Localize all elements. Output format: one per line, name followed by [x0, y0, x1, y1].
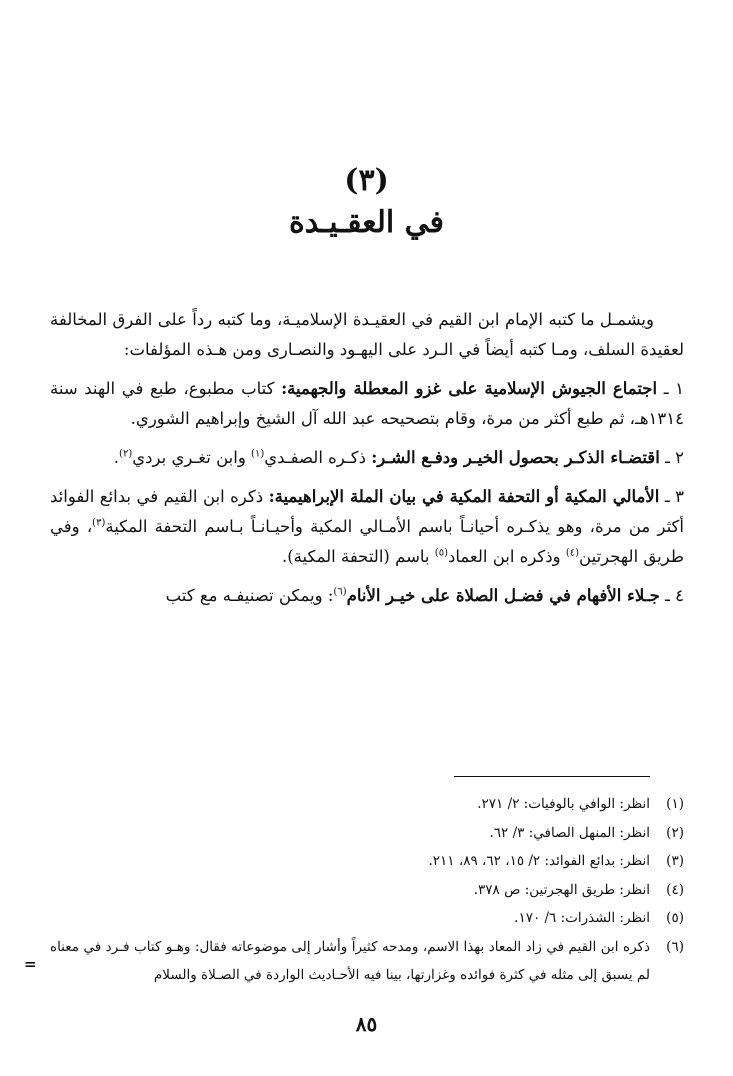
footnote-1 [50, 790, 684, 819]
item-number: ٢ ـ [665, 448, 684, 467]
footnote-text: انظر: المنهل الصافي: ٣/ ٦٢. [489, 824, 650, 841]
footnote-ref[interactable]: (٤) [565, 547, 580, 559]
footnote-divider [454, 776, 650, 777]
footnote-text: انظر: الشذرات: ٦/ ١٧٠. [514, 910, 650, 926]
footnote-ref[interactable]: (٣) [92, 517, 106, 529]
item-text: ذكره ابن القيم في بدائع الفوائد أكثر من مرة، وهو يذكـره أحيانـاً باسم الأمـالي المكية وأحيـانـاً بـاسم التحفة المكية [50, 487, 684, 536]
continuation-mark: = [24, 955, 37, 973]
footnote-number: (٣) [666, 853, 684, 869]
book-title: اجتماع الجيوش الإسلامية على غزو المعطلة والجهمية: [281, 379, 658, 398]
page-number: ٨٥ [355, 1012, 378, 1036]
book-title: جـلاء الأفهام في فضـل الصلاة على خيـر الأنام [346, 586, 660, 605]
list-item-2 [50, 443, 684, 473]
item-number: ٤ ـ [665, 586, 684, 605]
intro-paragraph: ويشمـل ما كتبه الإمام ابن القيم في العقيـدة الإسلاميـة، وما كتبه رداً على الفرق المخالفة لعقيدة السلف، ومـا كتبه أيضاً في الـرد على اليهـود والنصـارى ومن هـذه المؤلفات: [50, 310, 684, 359]
item-text: وابن تغـري بردي [132, 448, 252, 467]
book-title: الأمالي المكية أو التحفة المكية في بيان الملة الإبراهيمية: [268, 487, 660, 506]
item-number: ٣ ـ [664, 487, 684, 506]
footnote-text: انظر: بدائع الفوائد: ٢/ ١٥، ٦٢، ٨٩، ٢١١. [428, 853, 650, 869]
list-item-4 [50, 581, 684, 611]
main-text [50, 305, 684, 620]
footnote-number: (٦) [666, 938, 684, 955]
list-item-1 [50, 374, 684, 434]
footnote-number: (٢) [666, 824, 684, 841]
footnotes [50, 790, 684, 990]
footnote-text: انظر: طريق الهجرتين: ص ٣٧٨. [473, 881, 650, 898]
item-text: ، وفي طريق الهجرتين [50, 517, 684, 566]
list-item-3 [50, 482, 684, 572]
item-text: وذكره ابن العماد [447, 547, 566, 566]
footnote-ref[interactable]: (١) [251, 448, 265, 460]
footnote-3 [50, 847, 684, 876]
footnote-number: (٥) [666, 910, 684, 926]
footnote-6 [50, 933, 684, 990]
item-text: باسم (التحفة المكية). [281, 547, 435, 566]
book-title: اقتضـاء الذكـر بحصول الخيـر ودفـع الشـر: [371, 448, 660, 467]
item-number: ١ ـ [663, 379, 684, 398]
footnote-ref[interactable]: (٥) [434, 547, 448, 559]
footnote-text: انظر: الوافي بالوفيات: ٢/ ٢٧١. [477, 796, 650, 812]
footnote-number: (١) [666, 796, 684, 812]
footnote-number: (٤) [666, 881, 684, 898]
item-text: ذكـره الصفـدي [264, 448, 372, 467]
footnote-5 [50, 904, 684, 933]
footnote-2 [50, 819, 684, 848]
chapter-number: (٣) [344, 163, 389, 198]
chapter-title: في العقـيـدة [288, 205, 444, 240]
footnote-text: ذكره ابن القيم في زاد المعاد بهذا الاسم، ومدحه كثيراً وأشار إلى موضوعاته فقال: وهـو كتاب فـرد في معناه لم يسبق إلى مثله في كثرة فوائده وغزارتها، بينا فيه الأحـاديث الواردة في الصـلاة والسلام [50, 938, 650, 983]
footnote-ref[interactable]: (٦) [333, 586, 347, 598]
item-text: . [113, 448, 120, 467]
footnote-4 [50, 876, 684, 905]
item-text: كتاب مطبوع، طبع في الهند سنة ١٣١٤هـ، ثم طبع أكثر من مرة، وقام بتصحيحه عبد الله آل الشيخ وإبراهيم الشوري. [50, 379, 684, 428]
item-text: : ويمكن تصنيفـه مع كتب [165, 586, 334, 605]
footnote-ref[interactable]: (٢) [119, 448, 133, 460]
